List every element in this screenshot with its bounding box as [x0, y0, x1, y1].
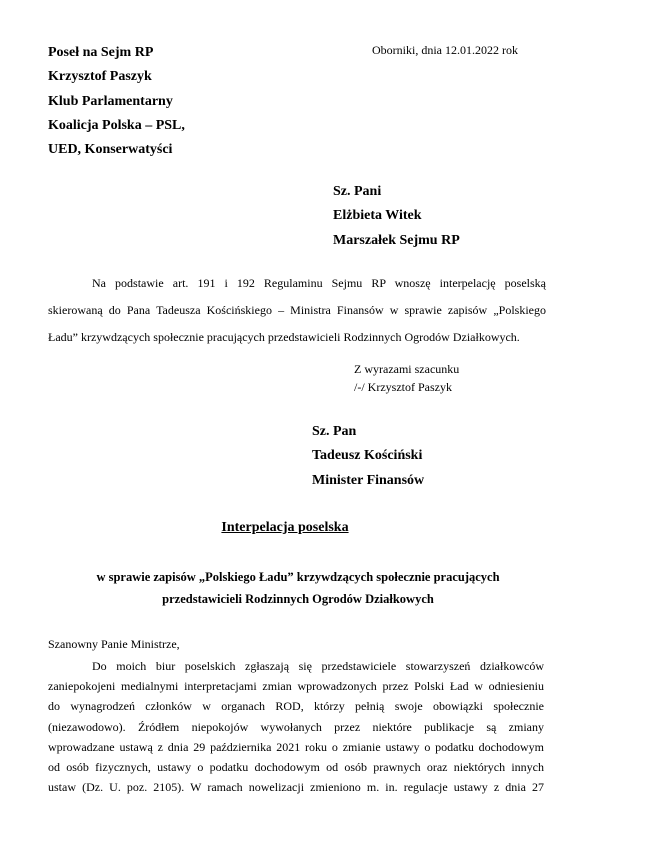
sender-block: [48, 41, 185, 162]
intro-line: skierowaną do Pana Tadeusza Kościńskiego – Ministra Finansów w sprawie zapisów „Polskiego: [48, 303, 546, 317]
subject-block: [48, 566, 548, 610]
recipient-block: [333, 180, 460, 253]
signature-text: /-/ Krzysztof Paszyk: [354, 380, 452, 394]
intro-paragraph: [48, 270, 546, 351]
document-title: Interpelacja poselska: [221, 520, 349, 535]
addressee-line: Tadeusz Kościński: [312, 448, 423, 464]
sender-line: Poseł na Sejm RP: [48, 45, 154, 60]
sender-line: Koalicja Polska – PSL,: [48, 117, 185, 133]
regards-text: Z wyrazami szacunku: [354, 362, 460, 376]
body-line: od osób fizycznych, ustawy o podatku dochodowym od osób prawnych oraz niektórych innych: [48, 760, 544, 775]
body-line: wprowadzane ustawą z dnia 29 października 2021 roku o zmianie ustawy o podatku dochodowym: [48, 739, 544, 754]
addressee-block: [312, 420, 424, 493]
body-paragraph: [48, 656, 544, 797]
body-line: zaniepokojeni medialnymi interpretacjami zmian wprowadzonych przez Polski Ład w odniesieniu: [48, 679, 544, 694]
place-date: Oborniki, dnia 12.01.2022 rok: [372, 43, 518, 57]
subject-line: przedstawicieli Rodzinnych Ogrodów Działkowych: [162, 592, 434, 606]
closing-block: [354, 360, 459, 396]
intro-line: Ładu” krzywdzących społecznie pracujących przedstawicieli Rodzinnych Ogrodów Działkowych.: [48, 330, 520, 344]
body-line: do wynagrodzeń członków w organach ROD, którzy pełnią swoje obowiązki społecznie: [48, 699, 544, 714]
sender-line: Klub Parlamentarny: [48, 93, 173, 109]
recipient-line: Marszałek Sejmu RP: [333, 232, 460, 248]
subject-line: w sprawie zapisów „Polskiego Ładu” krzywdzących społecznie pracujących: [96, 570, 500, 584]
body-line: Do moich biur poselskich zgłaszają się przedstawiciele stowarzyszeń działkowców: [92, 659, 544, 673]
body-line: (niezawodowo). Źródłem niepokojów wywołanych przez niektóre publikacje są zmiany: [48, 719, 544, 734]
addressee-line: Sz. Pan: [312, 424, 357, 439]
recipient-line: Sz. Pani: [333, 184, 382, 199]
body-line: ustaw (Dz. U. poz. 2105). W ramach nowelizacji zmieniono m. in. regulacje ustawy z dnia 27: [48, 780, 544, 795]
addressee-line: Minister Finansów: [312, 472, 425, 488]
recipient-line: Elżbieta Witek: [333, 208, 422, 224]
sender-line: UED, Konserwatyści: [48, 142, 173, 158]
salutation: Szanowny Panie Ministrze,: [48, 637, 180, 651]
intro-line: Na podstawie art. 191 i 192 Regulaminu Sejmu RP wnoszę interpelację poselską: [92, 276, 546, 290]
sender-line: Krzysztof Paszyk: [48, 69, 152, 85]
